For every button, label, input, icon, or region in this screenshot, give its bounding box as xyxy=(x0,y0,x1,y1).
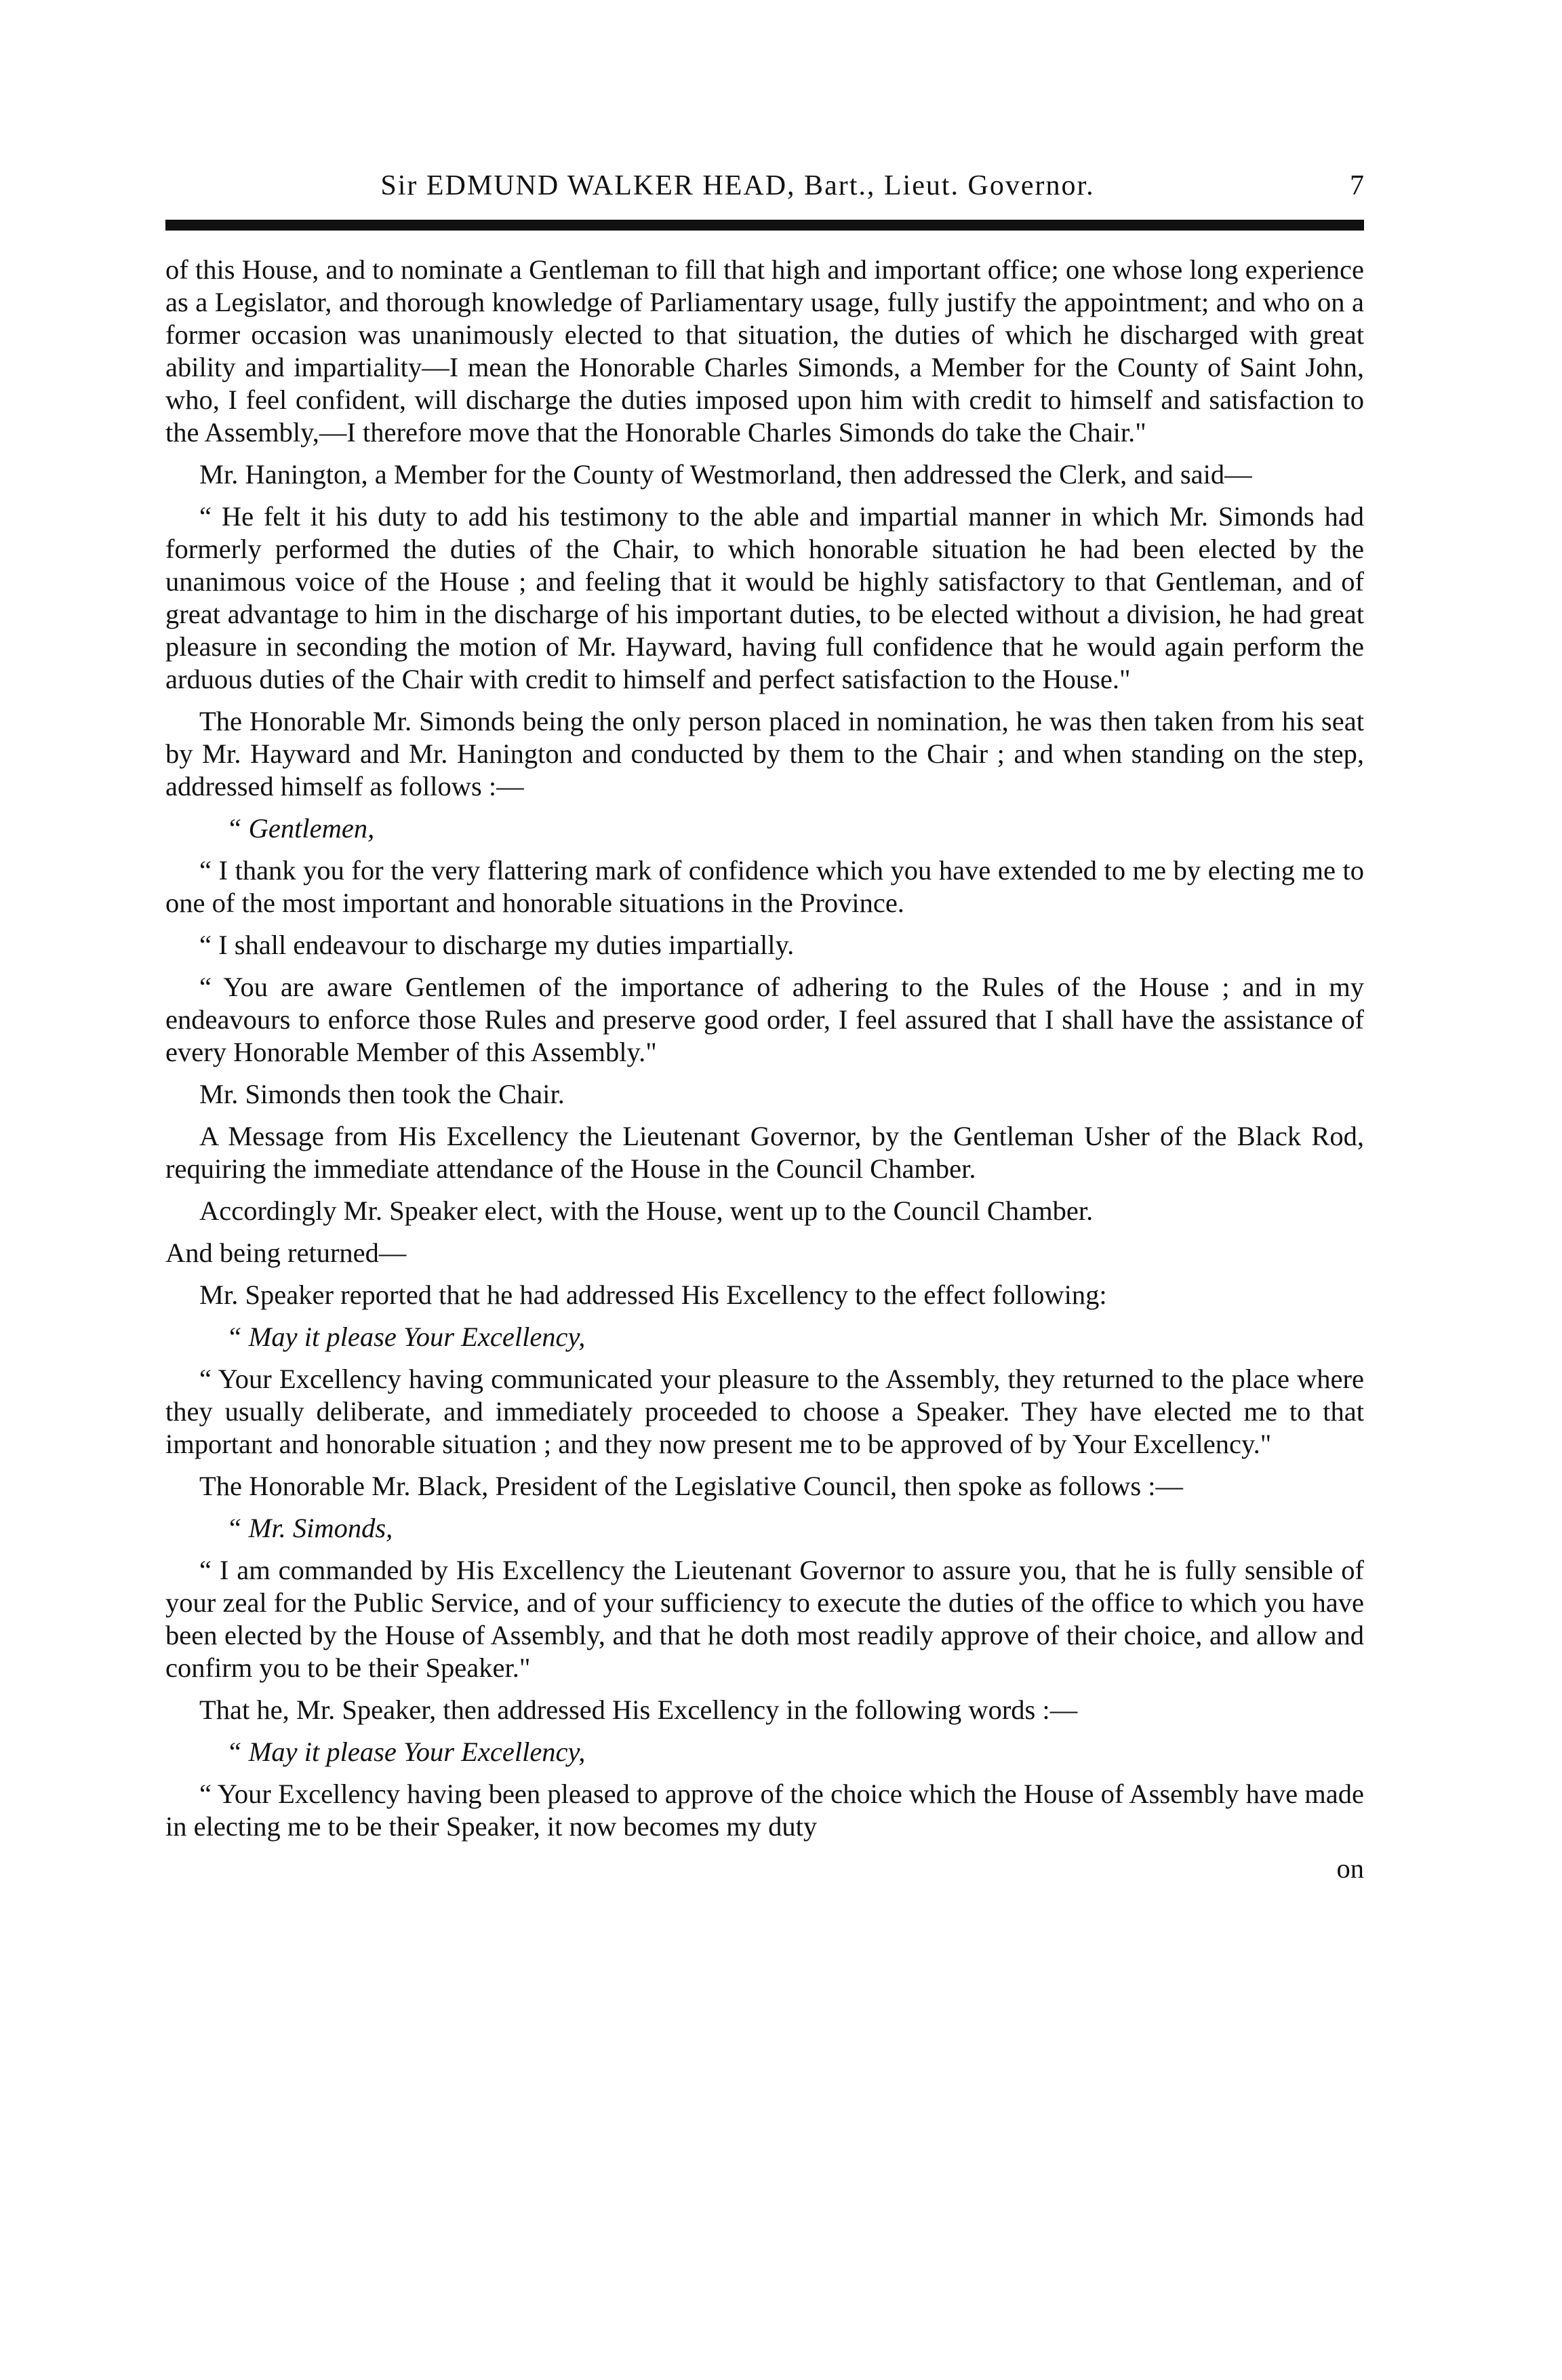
page-header xyxy=(165,170,1364,210)
paragraph: Mr. Speaker reported that he had addressed His Excellency to the effect following: xyxy=(199,1280,1107,1310)
quoted-speech: “ I shall endeavour to discharge my duties impartially. xyxy=(199,930,795,960)
paragraph: Mr. Hanington, a Member for the County of Westmorland, then addressed the Clerk, and said— xyxy=(199,459,1252,490)
paragraph: Accordingly Mr. Speaker elect, with the House, went up to the Council Chamber. xyxy=(199,1195,1094,1226)
salutation: “ Mr. Simonds, xyxy=(226,1513,393,1543)
header-rule xyxy=(165,220,1364,231)
quoted-speech: “ Your Excellency having been pleased to approve of the choice which the House of Assembly have made in electing me to be their Speaker, it now becomes my duty xyxy=(165,1779,1364,1842)
document-page xyxy=(165,170,1364,1895)
salutation: “ Gentlemen, xyxy=(226,813,375,844)
quoted-speech: “ You are aware Gentlemen of the importance of adhering to the Rules of the House ; and in my endeavours to enforce those Rules and preserve good order, I feel assured that I shall have the assistance of every Honorable Member of this Assembly." xyxy=(165,972,1364,1067)
salutation: “ May it please Your Excellency, xyxy=(226,1322,586,1352)
paragraph: A Message from His Excellency the Lieutenant Governor, by the Gentleman Usher of the Black Rod, requiring the immediate attendance of the House in the Council Chamber. xyxy=(165,1121,1364,1184)
paragraph: The Honorable Mr. Simonds being the only person placed in nomination, he was then taken from his seat by Mr. Hayward and Mr. Hanington and conducted by them to the Chair ; and when standing on the step, addressed himself as follows :— xyxy=(165,706,1364,801)
catchword: on xyxy=(1336,1853,1364,1884)
quoted-speech: “ He felt it his duty to add his testimony to the able and impartial manner in which Mr. Simonds had formerly performed the duties of the Chair, to which honorable situation he had been elected by the unanimous voice of the House ; and feeling that it would be highly satisfactory to that Gentleman, and of great advantage to him in the discharge of his important duties, to be elected without a division, he had great pleasure in seconding the motion of Mr. Hayward, having full confidence that he would again perform the arduous duties of the Chair with credit to himself and perfect satisfaction to the House." xyxy=(165,501,1364,694)
quoted-speech: “ I am commanded by His Excellency the Lieutenant Governor to assure you, that he is fully sensible of your zeal for the Public Service, and of your sufficiency to execute the duties of the office to which you have been elected by the House of Assembly, and that he doth most readily approve of their choice, and allow and confirm you to be their Speaker." xyxy=(165,1555,1364,1683)
paragraph: Mr. Simonds then took the Chair. xyxy=(199,1079,565,1109)
paragraph: of this House, and to nominate a Gentleman to fill that high and important office; one whose long experience as a Legislator, and thorough knowledge of Parliamentary usage, fully justify the appointment; and who on a former occasion was unanimously elected to that situation, the duties of which he discharged with great ability and impartiality—I mean the Honorable Charles Simonds, a Member for the County of Saint John, who, I feel confident, will discharge the duties imposed upon him with credit to himself and satisfaction to the Assembly,—I therefore move that the Honorable Charles Simonds do take the Chair." xyxy=(165,254,1364,448)
salutation: “ May it please Your Excellency, xyxy=(226,1737,586,1767)
body-text xyxy=(165,254,1364,1885)
page-number: 7 xyxy=(1350,170,1364,201)
quoted-speech: “ I thank you for the very flattering mark of confidence which you have extended to me by electing me to one of the most important and honorable situations in the Province. xyxy=(165,855,1364,918)
quoted-speech: “ Your Excellency having communicated your pleasure to the Assembly, they returned to the place where they usually deliberate, and immediately proceeded to choose a Speaker. They have elected me to that important and honorable situation ; and they now present me to be approved of by Your Excellency." xyxy=(165,1364,1364,1459)
paragraph: That he, Mr. Speaker, then addressed His Excellency in the following words :— xyxy=(199,1694,1078,1725)
running-head: Sir EDMUND WALKER HEAD, Bart., Lieut. Governor. xyxy=(380,170,1095,201)
paragraph: The Honorable Mr. Black, President of the Legislative Council, then spoke as follows :— xyxy=(199,1471,1183,1501)
paragraph: And being returned— xyxy=(165,1237,407,1268)
